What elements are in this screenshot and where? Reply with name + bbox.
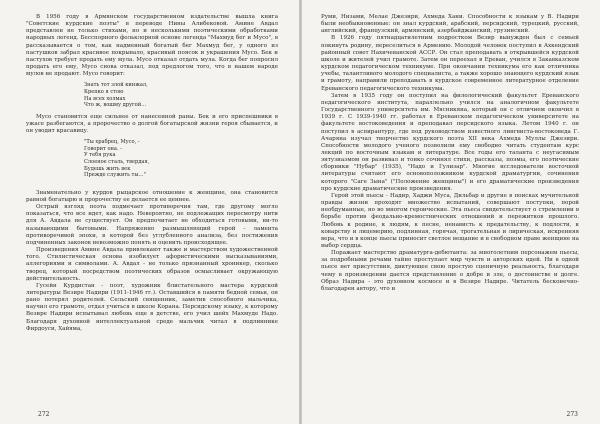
poem-line: Знать тот злой кинжал, — [84, 82, 148, 89]
paragraph: Поражает мастерство драматурга-дебютанта: за многолетним персонажем пьесы, за подробными речами тайно проступает мир чувств и авторских идей. Ни в одной пьесе нет присутствия, диктующее свою простую сценичную реальность, благодаря чему в произведении дается представление о добре и зле, о достоинстве и долге. Образ Надира - это духовном космосе и в Везире Надире. Читатель бесконечно-благодарен автору, что и — [321, 250, 579, 292]
poem-stanza — [84, 82, 278, 108]
paragraph: Острый взгляд поэта подмечает противоречия там, где другому могло показаться, что все идет, как надо. Невероятно, не подлежащих пересмотру нити для А. Авдала не существует. Он предпочитает не обходиться готовыми, ни-то называющими бытовыми. Напряженно размышляющий герой - ламента противоречивой эпохи, в которой без углубленного анализа, без постижения подчиненных законов невозможно понять и оценить происходящее. — [26, 204, 278, 246]
paragraph: Произведения Амине Авдала привлекают также и мастерством художественной того. Стилистическая основа изобилует афористическими высказываниями, аллегориями и символами. А. Авдал - не только признанный хроникер, сколько творец, который посредством поэтических образов осмысливает окружающую действительность. — [26, 247, 278, 282]
paragraph: Мусо становится еще сильнее от нанесенной раны. Бек и его приспешники в ужасе разбегаются, а пророчество о долгой богатырской жизни героя сбывается, и он уводит красавицу. — [26, 113, 278, 135]
poem-line: Слоеное сталь, твердая, — [84, 159, 150, 166]
page-number-right: 273 — [566, 411, 578, 418]
right-page — [321, 14, 579, 398]
book-gutter — [299, 0, 302, 424]
paragraph: Гусейн Курдистан - поэт, художник блистательного мастера курдской литературы Везире Надири (1911-1946 гг.). Оставшийся в памяти бедной семьи, он рано потерял родителей. Сельский священник, заметив способного мальчика, научил его грамоте, отдал учиться в школе Корана. Персидскому языку, к которому Везире Надири испытывал любовь еще в детстве, его учил шейх Махмуде Надо. Благодаря духовной интеллектуальной среде мальчик читал в подлиннике Фирдоуси, Хайяма, — [26, 282, 278, 332]
poem-line: Что ж, вошму другой… — [84, 102, 147, 109]
poem-line: Будешь жить век — [84, 165, 131, 172]
left-page — [26, 14, 278, 398]
poem-stanza — [84, 139, 278, 179]
poem-line: Говорит она. - — [84, 145, 122, 152]
poem-line: "Ты храбрец, Мусо, - — [84, 139, 140, 146]
paragraph: В 1956 году в Армянском государственном издательстве вышла книга "Советские курдские поэты" в переводе Нины Алибековой. Амине Авдал представлен не только стихами, но и несколькими поэтическими обработками народных легенд. Бесспорного фольклорной основе легенда "Махмуд бег и Мусо", в рассказывается о том, как надменный богатый бег Махмуд бег, у одного из пастушков забрал красивое покрывало, красивый поясок и украшения Мусо. Бек и пастухов требует продать ему мула. Мусо отказал отдать мула. Когда бег попросил продать его ему, Мусо снова отказал, под предлогом того, что в нашем народе мулов не продают. Мусо говорит: — [26, 14, 278, 78]
poem-line: Крепко я стою — [84, 89, 124, 95]
paragraph: В 1926 году пятнадцатилетним подростком Везир вынужден был с семьей покинуть родину, переселиться в Армению. Молодой человек поступил в Ахкендский районный совет Нахичеванской АССР. Он стал преподавать в открывшейся курдской школе и жителей учил грамоте. Затем он переехал в Ереван, учился в Закавказском курдском педагогическом техникуме. При окончании техникума его как отличника учебы, талантливого молодого специалиста, а также хорошо знающего курдский язык и грамоту, направили преподавать в курдское современное литературное отделение Ереванского педагогического техникума. — [321, 35, 579, 92]
page-number-left: 272 — [38, 411, 50, 418]
paragraph: Затем в 1935 году он поступил на филологический факультет Ереванского педагогического института, параллельно учился на аналогичном факультете Государственного университета им. Мясникяна, который он с отличием окончил в 1939 г. С 1939-1940 гг. работал в Ереванском педагогическом университете на факультете востоковедения и преподавал персидского языка. Летом 1940 г. он поступил в аспирантуру, где под руководством известного лингвиста-востоковеда Г. Ачаряна изучал творчество курдского поэта XII века Ахмеда Муллы Джезири. Способности молодого ученого позволили ему свободно читать студентам курс лекций по восточным языкам и литературе. Все годы его таланта с неугасимым энтузиазмом он развивал и тонко сочинял стихи, рассказы, поэмы, его поэтические сборники "Нубар" (1935), "Надо и Гулизар". Многие исследователи восточной литературы считают его основоположником курдской драматургии, сочинения которого "Саге Зына" ("Положение женщины") и его драматические произведения про курдские драматические произведения. — [321, 92, 579, 192]
paragraph: Руми, Низами, Мелае Джезири, Ахмеда Хани. Способности к языкам у В. Надири были необыкновенные: он знал курдский, арабский, персидский, турецкий, русский, английский, французский, армянский, азербайджанский, грузинский. — [321, 14, 579, 35]
paragraph: Герой этой пьесы - Надир, Хаджи Муса, Дильбар и другие в поисках мучительной правды жизни проходят множество испытаний, совершают поступки, порой необдуманные, но во многом героические. Эта пьеса свидетельствует о стремлении в борьбе против феодально-кремостнических отношений и пережитков прошлого. Любовь к родине, к людям, к песне, ненависть к предательству, к подлости, к коварству и лицемерию, подлинная, горячая, трогательная и лирическая, искренняя вера, что и в конце пьесы приносит светлое вещание и в свободном праве женщине на выбор сердца. — [321, 192, 579, 249]
paragraph: Знаменательно у курдов рыцарское отношение к женщине, она становится равной богатырю и пророчеству ее делается ее ценнее. — [26, 189, 278, 203]
poem-line: На всех холмах — [84, 95, 126, 102]
poem-line: Прежде служить ты…" — [84, 172, 146, 179]
poem-line: У тебя рука — [84, 152, 116, 159]
